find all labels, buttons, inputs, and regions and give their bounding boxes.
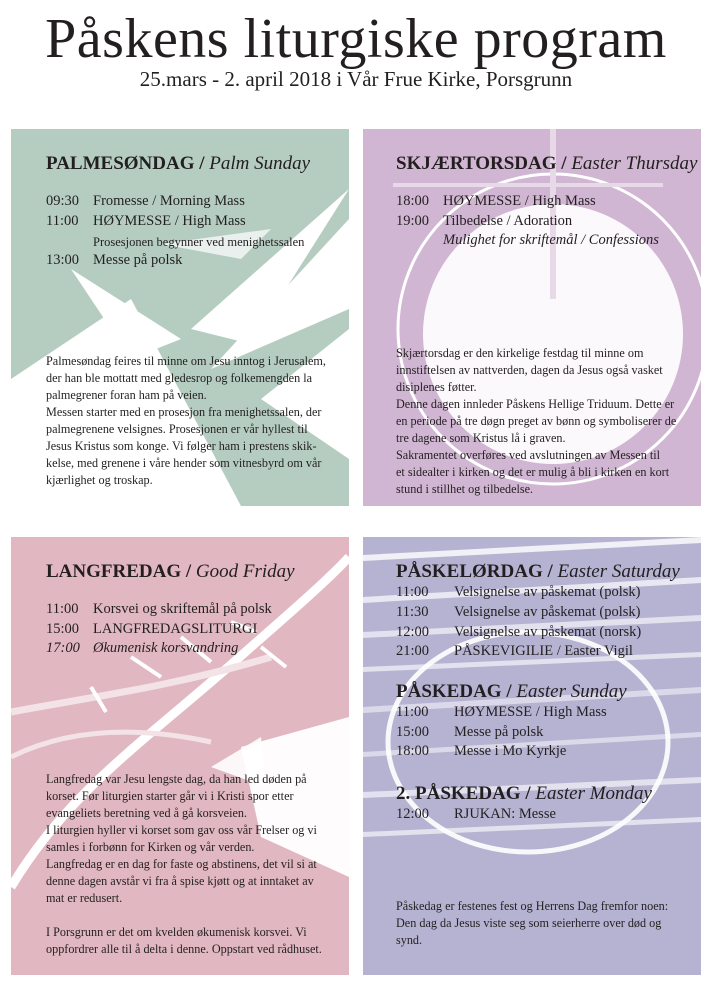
saturday-row-3: 12:00 Velsignelse av påskemat (norsk) <box>396 624 642 640</box>
palm-row-4: 13:00 Messe på polsk <box>46 252 183 268</box>
palm-description: Palmesøndag feires til minne om Jesu inntog i Jerusalem, der han ble mottatt med gledesrop og folkemengden la palmegrener foran ham på veien. Messen starter med en prosesjon fra menighetssalen, der palmegrenene velsignes. Prosesjonen er vår hyllest til Jesus Kristus som konge. Vi følger ham i prestens skik- kelse, med grenene i våre hender som vitnesbyrd om vår kjærlighet og troskap. <box>46 354 326 487</box>
palm-row-2: 11:00 HØYMESSE / High Mass <box>46 213 246 229</box>
saturday-heading: PÅSKELØRDAG / Easter Saturday <box>396 561 680 582</box>
thursday-heading: SKJÆRTORSDAG / Easter Thursday <box>396 153 698 174</box>
page-subtitle: 25.mars - 2. april 2018 i Vår Frue Kirke, Porsgrunn <box>139 67 573 91</box>
palm-row-1: 09:30 Fromesse / Morning Mass <box>46 193 245 209</box>
easter-thursday-panel <box>363 129 701 506</box>
sunday-row-1: 11:00 HØYMESSE / High Mass <box>396 704 607 720</box>
thursday-row-3: Mulighet for skriftemål / Confessions <box>443 232 659 248</box>
easter-weekend-panel <box>363 537 701 975</box>
thursday-row-1: 18:00 HØYMESSE / High Mass <box>396 193 596 209</box>
friday-row-3: 17:00 Økumenisk korsvandring <box>46 640 239 656</box>
monday-row-1: 12:00 RJUKAN: Messe <box>396 806 556 822</box>
thursday-row-2: 19:00 Tilbedelse / Adoration <box>396 213 573 229</box>
saturday-row-4: 21:00 PÅSKEVIGILIE / Easter Vigil <box>396 643 633 659</box>
sunday-heading: PÅSKEDAG / Easter Sunday <box>396 681 627 702</box>
page-title: Påskens liturgiske program <box>45 8 667 70</box>
sunday-row-2: 15:00 Messe på polsk <box>396 724 544 740</box>
friday-row-2: 15:00 LANGFREDAGSLITURGI <box>46 621 258 637</box>
palm-row-3: Prosesjonen begynner ved menighetssalen <box>93 235 305 249</box>
friday-row-1: 11:00 Korsvei og skriftemål på polsk <box>46 601 272 617</box>
friday-description: Langfredag var Jesu lengste dag, da han led døden på korset. Før liturgien starter går vi i Kristi spor etter evangeliets beretning ved å gå korsveien. I liturgien hyller vi korset som gav oss vår Frelser og vi samles i forbønn for Kirken og vår verden. Langfredag er en dag for faste og abstinens, det vil si at denne dagen avstår vi fra å spise kjøtt og at inntaket av mat er redusert. I Porsgrunn er det om kvelden økumenisk korsvei. Vi oppfordrer alle til å delta i denne. Oppstart ved rådhuset. <box>46 772 322 956</box>
good-friday-panel <box>11 537 349 975</box>
saturday-row-2: 11:30 Velsignelse av påskemat (polsk) <box>396 604 641 620</box>
sunday-row-3: 18:00 Messe i Mo Kyrkje <box>396 743 567 759</box>
monday-heading: 2. PÅSKEDAG / Easter Monday <box>396 783 652 804</box>
saturday-row-1: 11:00 Velsignelse av påskemat (polsk) <box>396 584 641 600</box>
thursday-description: Skjærtorsdag er den kirkelige festdag til minne om innstiftelsen av nattverden, dagen da Jesus også vasket disiplenes føtter. Denne dagen innleder Påskens Hellige Triduum. Dette er en periode på tre døgn preget av bønn og symboliserer de tre dagene som Kristus lå i graven. Sakramentet overføres ved avslutningen av Messen til et sidealter i kirken og det er mulig å bli i kirken en kort stund i stillhet og tilbedelse. <box>396 346 677 496</box>
palm-sunday-panel <box>11 129 349 506</box>
palm-heading: PALMESØNDAG / Palm Sunday <box>46 153 311 174</box>
easter-description: Påskedag er festenes fest og Herrens Dag fremfor noen: Den dag da Jesus viste seg som seierherre over død og synd. <box>396 899 669 947</box>
friday-heading: LANGFREDAG / Good Friday <box>46 561 295 582</box>
